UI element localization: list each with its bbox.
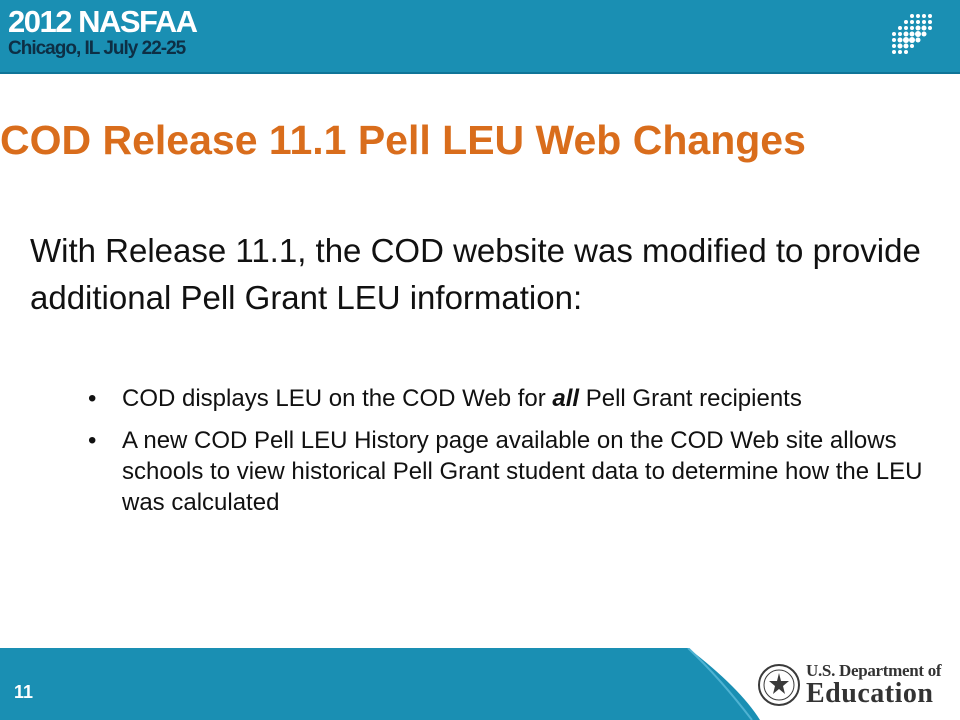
slide-title: COD Release 11.1 Pell LEU Web Changes — [0, 117, 806, 163]
dots-grid-icon — [888, 12, 936, 60]
bullet-text-end: Pell Grant recipients — [579, 385, 802, 412]
header-bar — [0, 0, 960, 74]
intro-text: With Release 11.1, the COD website was modified to provide additional Pell Grant LEU information: — [30, 232, 921, 316]
bullet-item — [88, 383, 938, 414]
page-number: 11 — [14, 682, 34, 702]
bullet-text: A new COD Pell LEU History page available on the COD Web site allows schools to view historical Pell Grant student data to determine how the LEU was calculated — [122, 427, 923, 516]
bullet-dot: • — [88, 427, 97, 454]
conference-name: 2012 NASFAA — [8, 4, 197, 39]
conference-location: Chicago, IL July 22-25 — [8, 38, 186, 59]
bullet-list — [88, 383, 938, 529]
bullet-text: COD displays LEU on the COD Web for — [122, 385, 553, 412]
bullet-emphasis: all — [552, 385, 580, 412]
department-seal-icon — [757, 663, 801, 707]
bullet-item — [88, 425, 938, 518]
department-name-bottom: Education — [806, 678, 934, 709]
department-name-top: U.S. Department of — [806, 661, 942, 680]
bullet-dot: • — [88, 385, 97, 412]
